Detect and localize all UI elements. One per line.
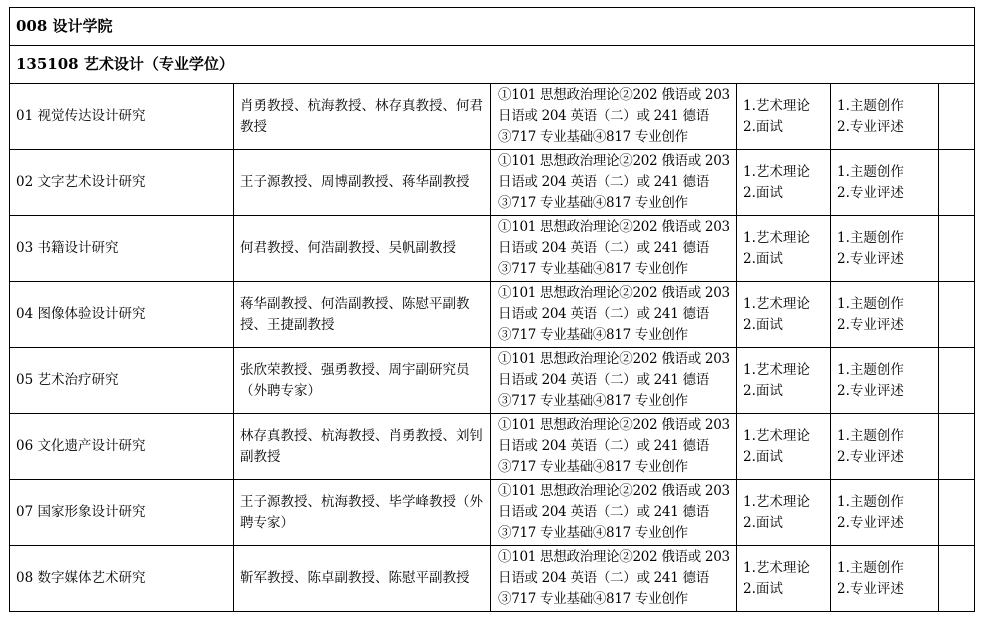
- retest-line: 1.艺术理论: [743, 427, 810, 444]
- note-cell: [939, 480, 975, 546]
- table-row: [10, 480, 975, 546]
- retest-line: 2.面试: [743, 316, 783, 333]
- table-row: [10, 348, 975, 414]
- exam-line: ①101 思想政治理论②202 俄语或 203: [498, 285, 730, 301]
- note-cell: [939, 150, 975, 216]
- retest-subjects: [737, 216, 831, 282]
- supervisors: 蒋华副教授、何浩副教授、陈慰平副教授、王捷副教授: [234, 282, 491, 348]
- exam-line: ①101 思想政治理论②202 俄语或 203: [498, 351, 730, 367]
- exam-line: ③717 专业基础④817 专业创作: [498, 129, 688, 145]
- exam-line: 日语或 204 英语（二）或 241 德语: [498, 372, 709, 388]
- equivalent-line: 1.主题创作: [837, 493, 904, 510]
- note-cell: [939, 348, 975, 414]
- equivalent-subjects: [831, 282, 939, 348]
- equivalent-line: 2.专业评述: [837, 448, 904, 465]
- exam-subjects: [491, 84, 737, 150]
- retest-subjects: [737, 150, 831, 216]
- exam-line: 日语或 204 英语（二）或 241 德语: [498, 438, 709, 454]
- exam-subjects: [491, 480, 737, 546]
- exam-line: ①101 思想政治理论②202 俄语或 203: [498, 87, 730, 103]
- equivalent-line: 1.主题创作: [837, 427, 904, 444]
- equivalent-subjects: [831, 414, 939, 480]
- retest-line: 1.艺术理论: [743, 559, 810, 576]
- equivalent-line: 1.主题创作: [837, 559, 904, 576]
- exam-subjects: [491, 216, 737, 282]
- retest-line: 2.面试: [743, 250, 783, 267]
- exam-line: 日语或 204 英语（二）或 241 德语: [498, 570, 709, 586]
- equivalent-line: 2.专业评述: [837, 514, 904, 531]
- equivalent-subjects: [831, 84, 939, 150]
- exam-line: ①101 思想政治理论②202 俄语或 203: [498, 417, 730, 433]
- exam-subjects: [491, 348, 737, 414]
- equivalent-line: 2.专业评述: [837, 250, 904, 267]
- supervisors: 肖勇教授、杭海教授、林存真教授、何君教授: [234, 84, 491, 150]
- research-direction: 08 数字媒体艺术研究: [10, 546, 234, 612]
- retest-line: 1.艺术理论: [743, 163, 810, 180]
- retest-line: 2.面试: [743, 382, 783, 399]
- research-direction: 05 艺术治疗研究: [10, 348, 234, 414]
- research-direction: 02 文字艺术设计研究: [10, 150, 234, 216]
- research-direction: 06 文化遗产设计研究: [10, 414, 234, 480]
- equivalent-line: 2.专业评述: [837, 580, 904, 597]
- equivalent-subjects: [831, 348, 939, 414]
- table-row: [10, 414, 975, 480]
- equivalent-line: 2.专业评述: [837, 184, 904, 201]
- equivalent-subjects: [831, 480, 939, 546]
- exam-line: 日语或 204 英语（二）或 241 德语: [498, 174, 709, 190]
- retest-line: 1.艺术理论: [743, 97, 810, 114]
- exam-subjects: [491, 546, 737, 612]
- equivalent-line: 1.主题创作: [837, 97, 904, 114]
- supervisors: 林存真教授、杭海教授、肖勇教授、刘钊副教授: [234, 414, 491, 480]
- supervisors: 张欣荣教授、强勇教授、周宇副研究员（外聘专家）: [234, 348, 491, 414]
- retest-line: 2.面试: [743, 118, 783, 135]
- exam-line: 日语或 204 英语（二）或 241 德语: [498, 240, 709, 256]
- retest-subjects: [737, 480, 831, 546]
- equivalent-line: 1.主题创作: [837, 361, 904, 378]
- exam-subjects: [491, 282, 737, 348]
- college-header-row: [10, 8, 975, 46]
- research-direction: 04 图像体验设计研究: [10, 282, 234, 348]
- exam-line: ③717 专业基础④817 专业创作: [498, 327, 688, 343]
- retest-subjects: [737, 546, 831, 612]
- exam-line: 日语或 204 英语（二）或 241 德语: [498, 108, 709, 124]
- equivalent-subjects: [831, 216, 939, 282]
- retest-line: 2.面试: [743, 184, 783, 201]
- supervisors: 靳军教授、陈卓副教授、陈慰平副教授: [234, 546, 491, 612]
- note-cell: [939, 414, 975, 480]
- research-direction: 01 视觉传达设计研究: [10, 84, 234, 150]
- exam-line: 日语或 204 英语（二）或 241 德语: [498, 504, 709, 520]
- exam-subjects: [491, 150, 737, 216]
- retest-line: 1.艺术理论: [743, 229, 810, 246]
- retest-line: 1.艺术理论: [743, 493, 810, 510]
- exam-line: ③717 专业基础④817 专业创作: [498, 261, 688, 277]
- exam-line: ③717 专业基础④817 专业创作: [498, 591, 688, 607]
- exam-subjects: [491, 414, 737, 480]
- research-direction: 07 国家形象设计研究: [10, 480, 234, 546]
- note-cell: [939, 216, 975, 282]
- admissions-table: [9, 7, 975, 612]
- research-direction: 03 书籍设计研究: [10, 216, 234, 282]
- college-title: 008 设计学院: [10, 8, 975, 46]
- retest-line: 2.面试: [743, 448, 783, 465]
- retest-subjects: [737, 414, 831, 480]
- retest-subjects: [737, 348, 831, 414]
- equivalent-line: 1.主题创作: [837, 295, 904, 312]
- retest-subjects: [737, 282, 831, 348]
- equivalent-subjects: [831, 546, 939, 612]
- table-row: [10, 546, 975, 612]
- exam-line: ①101 思想政治理论②202 俄语或 203: [498, 549, 730, 565]
- retest-line: 1.艺术理论: [743, 295, 810, 312]
- retest-line: 2.面试: [743, 514, 783, 531]
- exam-line: 日语或 204 英语（二）或 241 德语: [498, 306, 709, 322]
- table-row: [10, 84, 975, 150]
- equivalent-line: 2.专业评述: [837, 382, 904, 399]
- exam-line: ③717 专业基础④817 专业创作: [498, 525, 688, 541]
- supervisors: 王子源教授、杭海教授、毕学峰教授（外聘专家）: [234, 480, 491, 546]
- table-row: [10, 216, 975, 282]
- exam-line: ③717 专业基础④817 专业创作: [498, 459, 688, 475]
- table-row: [10, 150, 975, 216]
- exam-line: ①101 思想政治理论②202 俄语或 203: [498, 153, 730, 169]
- note-cell: [939, 282, 975, 348]
- retest-subjects: [737, 84, 831, 150]
- exam-line: ①101 思想政治理论②202 俄语或 203: [498, 219, 730, 235]
- exam-line: ③717 专业基础④817 专业创作: [498, 393, 688, 409]
- note-cell: [939, 84, 975, 150]
- major-header-row: [10, 46, 975, 84]
- equivalent-line: 1.主题创作: [837, 163, 904, 180]
- supervisors: 王子源教授、周博副教授、蒋华副教授: [234, 150, 491, 216]
- note-cell: [939, 546, 975, 612]
- retest-line: 1.艺术理论: [743, 361, 810, 378]
- equivalent-line: 1.主题创作: [837, 229, 904, 246]
- major-title: 135108 艺术设计（专业学位）: [10, 46, 975, 84]
- retest-line: 2.面试: [743, 580, 783, 597]
- supervisors: 何君教授、何浩副教授、吴帆副教授: [234, 216, 491, 282]
- table-row: [10, 282, 975, 348]
- exam-line: ③717 专业基础④817 专业创作: [498, 195, 688, 211]
- equivalent-line: 2.专业评述: [837, 118, 904, 135]
- equivalent-line: 2.专业评述: [837, 316, 904, 333]
- equivalent-subjects: [831, 150, 939, 216]
- exam-line: ①101 思想政治理论②202 俄语或 203: [498, 483, 730, 499]
